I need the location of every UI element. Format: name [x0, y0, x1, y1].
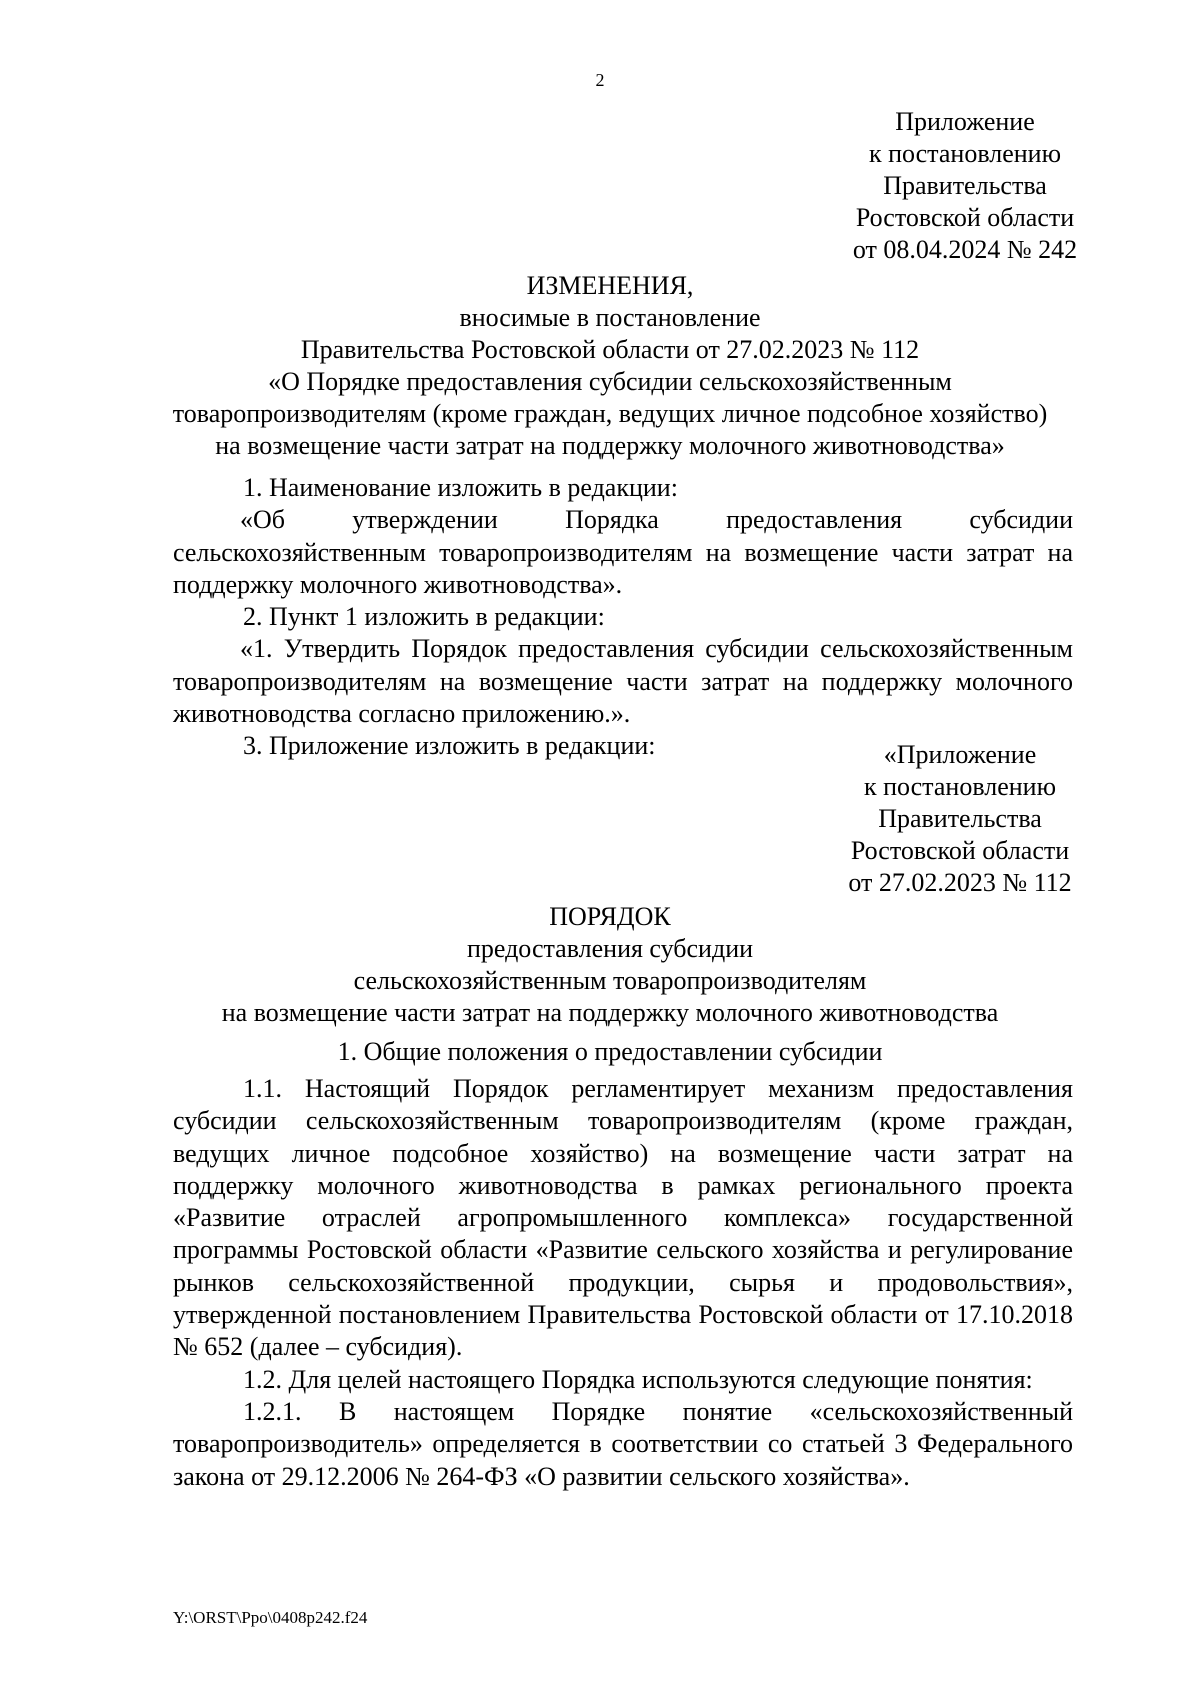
change-item-quote: «Об утверждении Порядка предоставления субсидии сельскохозяйственным товаропроизводителям на возмещение части затрат на поддержку молочного животноводства». [173, 505, 1073, 599]
section-paragraph: 1.1. Настоящий Порядок регламентирует механизм предоставления субсидии сельскохозяйственным товаропроизводителям (кроме граждан, ведущих личное подсобное хозяйство) на возмещение части затрат на поддержку молочного животноводства в рамках регионального проекта «Развитие отраслей агропромышленного комплекса» государственной программы Ростовской области «Развитие сельского хозяйства и регулирование рынков сельскохозяйственной продукции, сырья и продовольствия», утвержденной постановлением Правительства Ростовской области от 17.10.2018 № 652 (далее – субсидия). [173, 1074, 1073, 1362]
section-1-body [173, 1073, 1073, 1493]
section-paragraph: 1.2. Для целей настоящего Порядка используются следующие понятия: [243, 1364, 1033, 1394]
appendix-line: к постановлению [863, 772, 1057, 801]
changes-heading-line: товаропроизводителям (кроме граждан, ведущих личное подсобное хозяйство) [172, 399, 1048, 428]
appendix-line: Правительства [883, 171, 1047, 200]
order-heading-line: сельскохозяйственным товаропроизводителям [353, 966, 867, 995]
change-item: 1. Наименование изложить в редакции: [243, 473, 678, 502]
change-item-quote: «1. Утвердить Порядок предоставления субсидии сельскохозяйственным товаропроизводителям на возмещение части затрат на поддержку молочного животноводства согласно приложению.». [173, 634, 1073, 729]
footer-file-path: Y:\ORST\Ppo\0408p242.f24 [173, 1608, 368, 1627]
appendix-block-top [820, 106, 1110, 266]
section-paragraph: 1.2.1. В настоящем Порядке понятие «сельскохозяйственный товаропроизводитель» определяется в соответствии со статьей 3 Федерального закона от 29.12.2006 № 264-ФЗ «О развитии сельского хозяйства». [173, 1396, 1073, 1491]
appendix-line: «Приложение [883, 740, 1037, 769]
appendix-line: от 08.04.2024 № 242 [852, 235, 1078, 264]
changes-heading-line: на возмещение части затрат на поддержку молочного животноводства» [215, 431, 1005, 460]
order-heading-line: на возмещение части затрат на поддержку молочного животноводства [221, 998, 999, 1027]
appendix-block-quoted [815, 739, 1105, 899]
order-heading [160, 901, 1060, 1029]
appendix-line: от 27.02.2023 № 112 [848, 868, 1072, 897]
changes-heading-line: Правительства Ростовской области от 27.02.2023 № 112 [300, 335, 920, 364]
change-item: 2. Пункт 1 изложить в редакции: [243, 602, 605, 632]
changes-heading-line: вносимые в постановление [459, 303, 761, 332]
appendix-line: к постановлению [868, 139, 1062, 168]
appendix-line: Ростовской области [855, 203, 1075, 232]
changes-heading-line: «О Порядке предоставления субсидии сельскохозяйственным [268, 367, 952, 396]
appendix-line: Ростовской области [850, 836, 1070, 865]
section-1-title: 1. Общие положения о предоставлении субсидии [337, 1037, 883, 1066]
change-item: 3. Приложение изложить в редакции: [243, 731, 656, 761]
page-number: 2 [595, 70, 605, 90]
changes-heading [160, 270, 1060, 462]
order-title: ПОРЯДОК [549, 902, 671, 931]
order-heading-line: предоставления субсидии [466, 934, 754, 963]
appendix-line: Правительства [878, 804, 1042, 833]
changes-items [173, 472, 1073, 763]
appendix-line: Приложение [895, 107, 1035, 136]
changes-title: ИЗМЕНЕНИЯ, [526, 271, 694, 300]
